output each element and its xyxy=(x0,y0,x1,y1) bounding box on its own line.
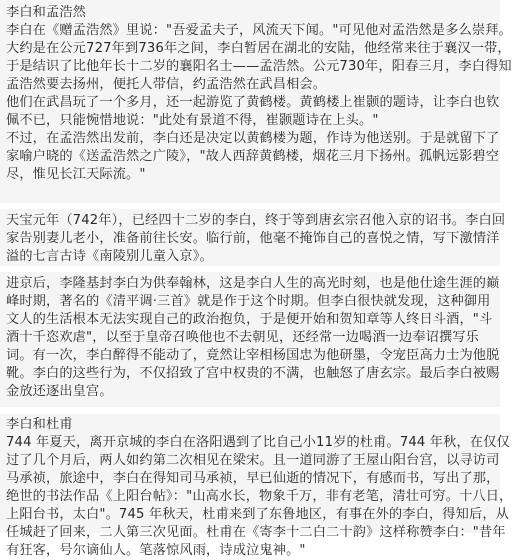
text-line: 有狂客，号尔谪仙人。笔落惊风雨，诗成泣鬼神。" xyxy=(6,543,306,558)
text-line: 家喻户晓的《送孟浩然之广陵》，"故人西辞黄鹤楼，烟花三月下扬州。孤帆远影碧空 xyxy=(6,149,500,164)
text-line: 不过，在孟浩然出发前，李白还是决定以黄鹤楼为题，作诗为他送别。于是就留下了 xyxy=(6,131,500,146)
paragraph xyxy=(6,22,512,94)
paragraph xyxy=(6,434,512,560)
text-line: 家告别妻儿老小，准备前往长安。临行前，他毫不掩饰自己的喜悦之情，写下激情洋 xyxy=(6,231,500,246)
text-line: 大约是在公元727年到736年之间，李白暂居在湖北的安陆，他经常来往于襄汉一带， xyxy=(6,41,511,56)
text-line: 词。有一次，李白醉得不能动了，竟然让宰相杨国忠为他研墨，令宠臣高力士为他脱 xyxy=(6,348,500,363)
paragraph xyxy=(6,275,500,401)
section-entering-capital xyxy=(0,272,500,407)
section-tianbao-year xyxy=(0,209,506,266)
text-line: 过了几个月后，两人如约第二次相见在梁宋。且一道同游了王屋山阳台宫，以寻访司 xyxy=(6,453,500,468)
section-heading: 李白和杜甫 xyxy=(6,417,73,432)
text-line: 他们在武昌玩了一个多月，还一起游览了黄鹤楼。黄鹤楼上崔颢的题诗，让李白也钦 xyxy=(6,95,500,110)
text-line: 进京后，李隆基封李白为供奉翰林，这是李白人生的高光时刻，也是他仕途生涯的巅 xyxy=(6,276,500,291)
text-line: 靴。李白的这些行为，不仅招致了宫中权贵的不满，也触怒了唐玄宗。最后李白被赐 xyxy=(6,366,500,381)
text-line: 天宝元年（742年），已经四十二岁的李白，终于等到唐玄宗召他入京的诏书。李白回 xyxy=(6,213,506,228)
text-line: 佩不已，只能惋惜地说："此处有景道不得，崔颢题诗在上头。" xyxy=(6,113,379,128)
text-line: 峰时期，著名的《清平调·三首》就是作于这个时期。但李白很快就发现，这种御用 xyxy=(6,294,491,309)
text-line: 绝世的书法作品《上阳台帖》："山高水长，物象千万，非有老笔，清壮可穷。十八日， xyxy=(6,489,512,504)
paragraph xyxy=(6,212,506,266)
text-line: 744 年夏天，离开京城的李白在洛阳遇到了比自己小11岁的杜甫。744 年秋，在仅仅 xyxy=(6,435,510,450)
section-heading: 李白和孟浩然 xyxy=(6,5,87,20)
text-line: 于是结识了比他年长十二岁的襄阳名士——孟浩然。公元730年，阳春三月，李白得知 xyxy=(6,59,512,74)
paragraph xyxy=(6,130,500,184)
text-line: 文人的生活根本无法实现自己的政治抱负，于是便开始和贺知章等人终日斗酒，"斗 xyxy=(6,312,493,327)
text-line: 酒十千恣欢虐"，以至于皇帝召唤他也不去朝见，还经常一边喝酒一边奉诏撰写乐 xyxy=(6,330,480,345)
section-li-bai-and-meng-haoran xyxy=(0,0,512,203)
paragraph xyxy=(6,94,500,130)
text-line: 溢的七言古诗《南陵别儿童入京》。 xyxy=(6,249,213,264)
text-line: 任城赶了回来，二人第三次见面。杜甫在《寄李十二白二十韵》这样称赞李白："昔年 xyxy=(6,525,506,540)
text-line: 金放还逐出皇宫。 xyxy=(6,384,113,399)
text-line: 尽，惟见长江天际流。" xyxy=(6,167,146,182)
section-li-bai-and-du-fu xyxy=(0,414,512,558)
text-line: 孟浩然要去扬州，便托人带信，约孟浩然在武昌相会。 xyxy=(6,77,327,92)
text-line: 上阳台书，太白"。745 年秋天，杜甫来到了东鲁地区，有事在外的李白，得知后，从 xyxy=(6,507,509,522)
text-line: 马承祯，旅途中，李白在得知司马承祯，早已仙逝的情况下，有感而书，写出了那， xyxy=(6,471,500,486)
text-line: 李白在《赠孟浩然》里说："吾爱孟夫子，风流天下闻。"可见他对孟浩然是多么崇拜。 xyxy=(6,23,512,38)
